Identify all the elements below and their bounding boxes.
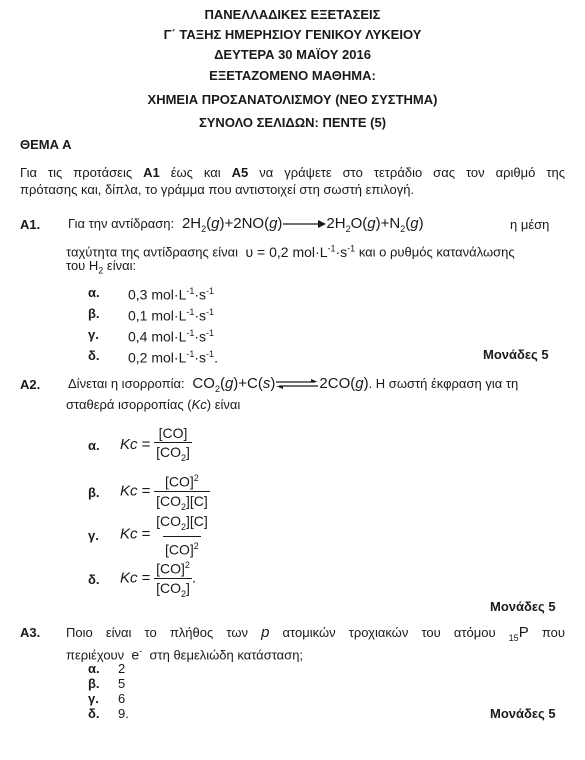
a3-atom-symbol: P: [518, 624, 529, 641]
a2-text: σταθερά ισορροπίας (: [66, 397, 192, 412]
a3-marks: Μονάδες 5: [490, 706, 556, 721]
a2-text: ) είναι: [206, 397, 241, 412]
a2-option-expression: Kc = $\frac{[CO]}{[CO_2]}$: [120, 425, 192, 466]
intro-line-1: [20, 164, 565, 181]
a2-fraction-denominator: [CO: [156, 492, 181, 509]
a3-text: περιέχουν: [66, 647, 125, 663]
a1-text: ταχύτητα της αντίδρασης είναι: [66, 244, 238, 260]
a2-fraction-numerator: [CO]: [156, 560, 185, 577]
a2-marks: Μονάδες 5: [490, 599, 556, 614]
a2-fraction: $\frac{[CO]}{[CO_2]}$: [154, 425, 192, 466]
a2-option-letter: γ.: [88, 528, 99, 543]
intro-a1: Α1: [143, 165, 160, 180]
question-a1-label: Α1.: [20, 217, 41, 232]
a2-fraction: $\frac{[CO]^2}{[CO_2]}$: [154, 557, 192, 601]
a3-text: Ποιο είναι το πλήθος των: [66, 625, 248, 640]
a2-equilibrium-equation: $CO_2(g)+C(s)$ 2CO(g): [188, 375, 369, 394]
header-line-3: ΔΕΥΤΕΡΑ 30 ΜΑΪΟΥ 2016: [214, 47, 371, 62]
intro-line-2: πρότασης και, δίπλα, το γράμμα που αντιστοιχεί στη σωστή επιλογή.: [20, 182, 415, 197]
a2-kc: Kc: [191, 397, 207, 412]
a1-option-value: 0,1 $mol\cdot L^{-1}\cdot s^{-1}$: [128, 307, 215, 324]
a2-fraction-numerator: [CO]: [165, 473, 194, 490]
a1-option-value: 0,2 $mol\cdot L^{-1}\cdot s^{-1}$.: [128, 349, 218, 366]
a1-rate-text: υ = 0,2 mol·L: [245, 243, 328, 260]
a2-fraction-denominator: [CO: [156, 579, 181, 596]
question-a2-line-2: [66, 396, 240, 413]
a3-text: που: [541, 625, 565, 640]
a1-option-text: 0,3 mol·L: [128, 286, 187, 303]
equilibrium-arrow-icon: [275, 379, 319, 389]
a3-p-orbital: p: [261, 624, 270, 641]
a2-text: Δίνεται η ισορροπία:: [68, 376, 185, 391]
a1-reaction-equation: $2H_2(g)+2NO(g)$ $2H_2O(g)+N_2(g)$: [177, 215, 424, 234]
a1-marks: Μονάδες 5: [483, 347, 549, 362]
a1-rate-value: υ = 0,2 $mol\cdot L^{-1}\cdot s^{-1}$: [245, 243, 356, 260]
a3-electron: e: [131, 646, 140, 663]
a2-option-letter: β.: [88, 485, 100, 500]
question-a3-label: Α3.: [20, 625, 41, 640]
a1-text: του H: [66, 258, 99, 273]
a1-option-letter: δ.: [88, 348, 100, 363]
header-line-6: ΣΥΝΟΛΟ ΣΕΛΙΔΩΝ: ΠΕΝΤΕ (5): [198, 115, 387, 130]
a2-option-letter: δ.: [88, 572, 100, 587]
header-line-5: ΧΗΜΕΙΑ ΠΡΟΣΑΝΑΤΟΛΙΣΜΟΥ (ΝΕΟ ΣΥΣΤΗΜΑ): [147, 92, 438, 107]
a1-text: και ο ρυθμός κατανάλωσης: [358, 244, 515, 260]
a2-fraction-denominator: [CO]: [165, 541, 194, 558]
a3-option-value: 9.: [118, 706, 129, 721]
a1-option-letter: β.: [88, 306, 100, 321]
a3-text: στη θεμελιώδη κατάσταση;: [149, 647, 304, 663]
a3-atom-number: 15: [508, 633, 519, 643]
intro-text: έως και: [159, 165, 232, 180]
header-line-4: ΕΞΕΤΑΖΟΜΕΝΟ ΜΑΘΗΜΑ:: [209, 68, 376, 83]
a2-option-expression: Kc = $\frac{[CO]^2}{[CO_2][C]}$: [120, 470, 210, 514]
intro-text: να γράψετε στο τετράδιο σας τον αριθμό της: [248, 165, 565, 180]
intro-text: Για τις προτάσεις: [20, 165, 144, 180]
a3-atom: [509, 624, 529, 641]
a2-text: . Η σωστή έκφραση για τη: [368, 376, 519, 391]
a2-fraction: $\frac{[CO]^2}{[CO_2][C]}$: [154, 470, 210, 514]
a3-text: ατομικών τροχιακών του ατόμου: [282, 625, 496, 640]
a3-option-value: 5: [118, 676, 126, 691]
a1-option-end: .: [214, 349, 218, 366]
question-a1-line-1: [68, 215, 424, 238]
question-a1-line-3: του $H_2$ είναι:: [66, 258, 137, 276]
a1-option-value: 0,4 $mol\cdot L^{-1}\cdot s^{-1}$: [128, 328, 215, 345]
a3-option-letter: γ.: [88, 691, 99, 706]
a2-fraction-denominator: [CO: [156, 444, 181, 460]
a1-text: είναι:: [103, 258, 137, 273]
reaction-arrow-icon: [282, 219, 326, 229]
a3-option-value: 2: [118, 661, 126, 676]
a1-option-text: 0,1 mol·L: [128, 307, 187, 324]
a1-option-letter: α.: [88, 285, 100, 300]
header-line-1: ΠΑΝΕΛΛΑΔΙΚΕΣ ΕΞΕΤΑΣΕΙΣ: [204, 7, 381, 22]
a2-option-letter: α.: [88, 438, 100, 453]
intro-a5: Α5: [231, 165, 249, 180]
theme-title: ΘΕΜΑ Α: [20, 137, 72, 152]
question-a2-line-1: [68, 375, 518, 398]
a1-option-value: 0,3 $mol\cdot L^{-1}\cdot s^{-1}$: [128, 286, 215, 303]
a2-option-expression: Kc = $\frac{[CO]^2}{[CO_2]}$ .: [120, 557, 196, 601]
a1-option-text: 0,4 mol·L: [128, 328, 187, 345]
a1-text-end: η μέση: [510, 217, 550, 232]
a1-option-letter: γ.: [88, 327, 99, 342]
a2-fraction-numerator: [CO]: [158, 425, 188, 441]
a2-fraction: $\frac{[CO_2][C]}{[CO]^2}$: [156, 513, 208, 558]
question-a3-line-2: περιέχουν e- στη θεμελιώδη κατάσταση;: [66, 646, 304, 663]
a3-option-letter: β.: [88, 676, 100, 691]
a1-text: Για την αντίδραση:: [68, 216, 175, 231]
a1-option-text: 0,2 mol·L: [128, 349, 187, 366]
a3-option-value: 6: [118, 691, 126, 706]
question-a2-label: Α2.: [20, 377, 41, 392]
header-line-2: Γ΄ ΤΑΞΗΣ ΗΜΕΡΗΣΙΟΥ ΓΕΝΙΚΟΥ ΛΥΚΕΙΟΥ: [163, 27, 422, 42]
a2-fraction-numerator: [CO: [156, 513, 181, 529]
a3-option-letter: δ.: [88, 706, 100, 721]
a3-option-letter: α.: [88, 661, 100, 676]
a2-option-expression: Kc = $\frac{[CO_2][C]}{[CO]^2}$: [120, 513, 208, 558]
